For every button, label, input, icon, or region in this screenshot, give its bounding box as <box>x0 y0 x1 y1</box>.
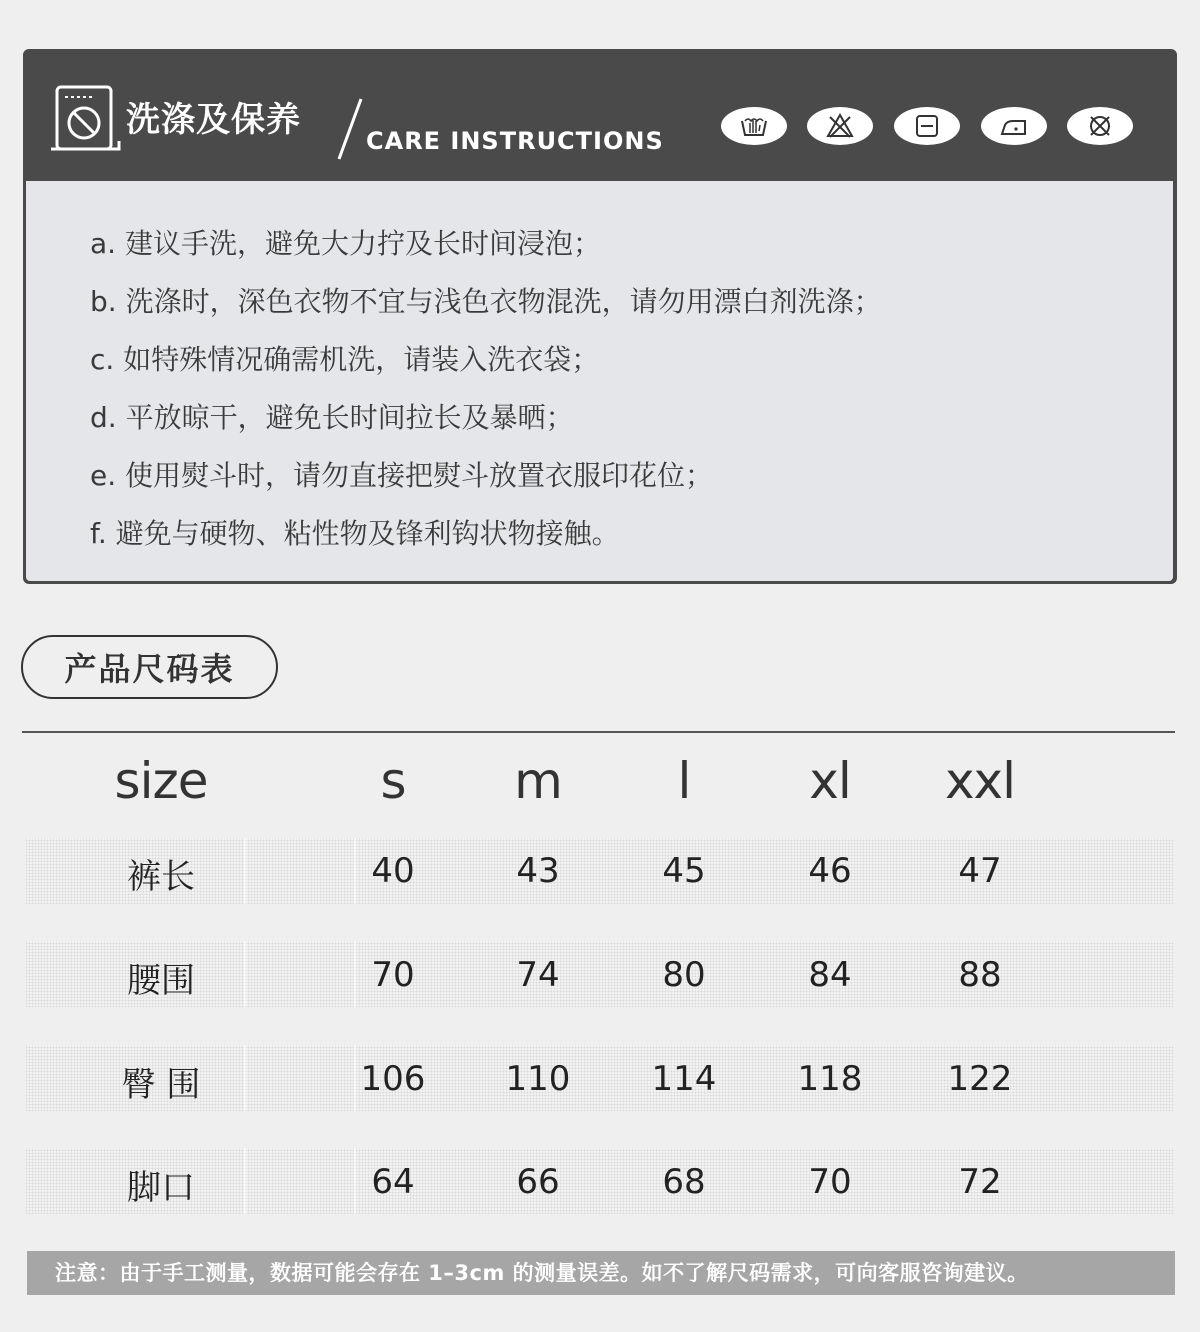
table-cell: 74 <box>516 955 560 995</box>
table-cell: 84 <box>808 955 852 995</box>
hand-wash-icon <box>721 107 787 145</box>
table-row <box>26 941 1174 1007</box>
row-label-hip: 臀 围 <box>121 1065 201 1105</box>
header-m: m <box>514 752 562 810</box>
table-cell: 40 <box>371 851 415 891</box>
table-cell: 110 <box>505 1059 571 1099</box>
care-title-en: CARE INSTRUCTIONS <box>366 127 664 155</box>
header-l: l <box>677 752 691 810</box>
no-dry-clean-icon <box>1067 107 1133 145</box>
header-size: size <box>114 752 208 810</box>
table-row <box>26 838 1174 904</box>
row-label-hem: 脚口 <box>127 1168 195 1208</box>
table-cell: 64 <box>371 1162 415 1202</box>
table-cell: 80 <box>662 955 706 995</box>
table-row <box>26 1148 1174 1214</box>
table-cell: 47 <box>958 851 1002 891</box>
row-label-length: 裤长 <box>127 857 195 897</box>
care-item-e: e. 使用熨斗时，请勿直接把熨斗放置衣服印花位； <box>90 459 714 492</box>
table-cell: 46 <box>808 851 852 891</box>
table-cell: 66 <box>516 1162 560 1202</box>
no-bleach-icon <box>807 107 873 145</box>
care-header <box>23 49 1177 181</box>
care-title-cn: 洗涤及保养 <box>126 100 301 140</box>
table-cell: 88 <box>958 955 1002 995</box>
table-cell: 114 <box>651 1059 717 1099</box>
size-chart-title: 产品尺码表 <box>21 635 278 699</box>
table-cell: 122 <box>947 1059 1013 1099</box>
table-cell: 70 <box>371 955 415 995</box>
table-cell: 72 <box>958 1162 1002 1202</box>
care-item-c: c. 如特殊情况确需机洗，请装入洗衣袋； <box>90 343 600 376</box>
table-cell: 68 <box>662 1162 706 1202</box>
care-instructions-card <box>23 49 1177 584</box>
care-item-d: d. 平放晾干，避免长时间拉长及暴晒； <box>90 401 574 434</box>
table-cell: 45 <box>662 851 706 891</box>
iron-low-icon <box>981 107 1047 145</box>
measurement-note: 注意：由于手工测量，数据可能会存在 1–3cm 的测量误差。如不了解尺码需求，可向客服咨询建议。 <box>27 1251 1175 1295</box>
care-item-f: f. 避免与硬物、粘性物及锋利钩状物接触。 <box>90 517 620 550</box>
title-divider-slash <box>335 97 365 161</box>
dry-flat-icon <box>894 107 960 145</box>
header-xl: xl <box>809 752 851 810</box>
row-label-waist: 腰围 <box>127 961 195 1001</box>
table-cell: 70 <box>808 1162 852 1202</box>
care-item-b: b. 洗涤时，深色衣物不宜与浅色衣物混洗，请勿用漂白剂洗涤； <box>90 285 882 318</box>
care-instructions-list <box>90 215 882 563</box>
header-xxl: xxl <box>944 752 1016 810</box>
table-cell: 106 <box>360 1059 426 1099</box>
table-cell: 118 <box>797 1059 863 1099</box>
washing-machine-icon <box>49 85 131 157</box>
care-instructions-body <box>26 181 1173 581</box>
care-item-a: a. 建议手洗，避免大力拧及长时间浸泡； <box>90 227 601 260</box>
table-cell: 43 <box>516 851 560 891</box>
header-s: s <box>380 752 406 810</box>
table-top-rule <box>22 731 1175 733</box>
